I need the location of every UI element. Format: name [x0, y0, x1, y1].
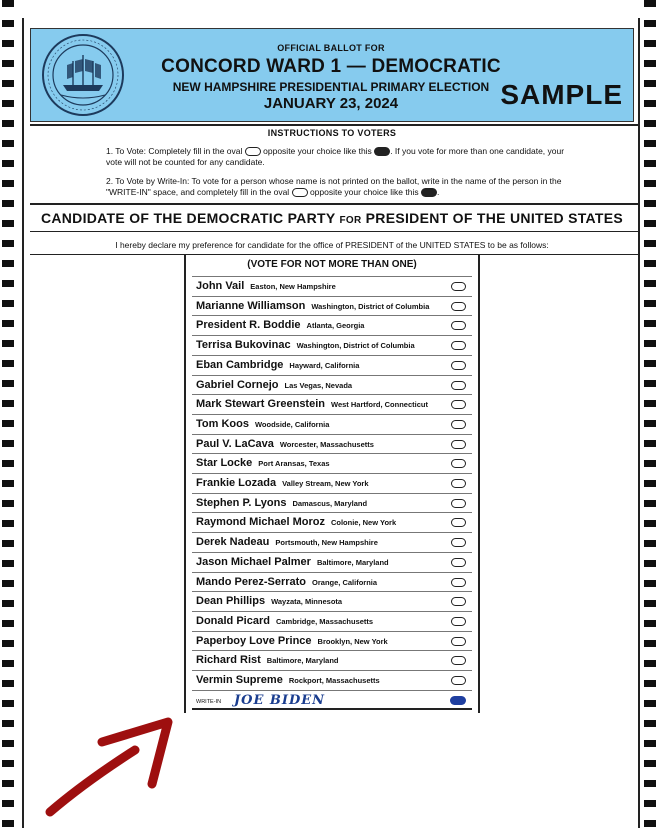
candidate-name: Raymond Michael Moroz: [196, 516, 325, 529]
candidate-location: Valley Stream, New York: [282, 479, 369, 488]
empty-oval-icon: [245, 147, 261, 156]
candidate-label: [196, 654, 338, 666]
candidate-name: Mark Stewart Greenstein: [196, 398, 325, 411]
candidate-location: Atlanta, Georgia: [306, 321, 365, 331]
candidate-label: [196, 280, 336, 292]
candidate-name: Frankie Lozada: [196, 477, 277, 489]
vote-oval[interactable]: [451, 558, 466, 567]
vote-oval[interactable]: [451, 302, 466, 311]
candidate-location: Portsmouth, New Hampshire: [275, 538, 378, 548]
state-seal-icon: [41, 33, 125, 117]
office-party: CANDIDATE OF THE DEMOCRATIC PARTY: [40, 210, 336, 226]
candidate-name: Mando Perez-Serrato: [196, 575, 307, 588]
candidate-label: [196, 438, 374, 450]
vote-oval[interactable]: [451, 538, 466, 547]
candidate-label: [196, 635, 388, 647]
candidate-label: [196, 339, 415, 351]
declaration-text: I hereby declare my preference for candidate for the office of PRESIDENT of the UNITED STATES to be as follows:: [115, 240, 549, 250]
candidate-location: Baltimore, Maryland: [316, 557, 389, 567]
filled-oval-icon: [374, 147, 390, 156]
candidate-label: [196, 674, 380, 686]
instruction-1-text-a: 1. To Vote: Completely fill in the oval: [106, 146, 243, 156]
candidate-row[interactable]: [192, 532, 472, 552]
candidate-row[interactable]: [192, 394, 472, 414]
instructions-title: INSTRUCTIONS TO VOTERS: [267, 128, 397, 138]
office-name: PRESIDENT OF THE UNITED STATES: [365, 210, 624, 226]
candidate-location: Rockport, Massachusetts: [288, 676, 380, 685]
vote-oval[interactable]: [451, 656, 466, 665]
candidate-row[interactable]: [192, 650, 472, 670]
candidate-row[interactable]: [192, 670, 472, 690]
candidate-row[interactable]: [192, 296, 472, 316]
vote-oval[interactable]: [451, 381, 466, 390]
vote-oval[interactable]: [451, 676, 466, 685]
sample-label: SAMPLE: [500, 79, 623, 110]
vote-oval[interactable]: [451, 499, 466, 508]
instruction-1-text-b: opposite your choice like this: [263, 146, 372, 156]
candidate-label: [196, 497, 367, 509]
candidate-label: [196, 556, 389, 568]
office-title: [30, 210, 634, 226]
candidate-row[interactable]: [192, 493, 472, 513]
divider-office-top: [30, 203, 640, 205]
writein-row[interactable]: [192, 690, 472, 710]
candidate-name: Stephen P. Lyons: [196, 496, 287, 509]
ballot-header: [30, 28, 634, 122]
instruction-2: [106, 176, 576, 198]
candidate-label: [196, 398, 428, 410]
candidate-name: Richard Rist: [196, 654, 261, 667]
candidate-location: Wayzata, Minnesota: [271, 597, 343, 607]
candidate-label: [196, 536, 378, 548]
candidate-location: Washington, District of Columbia: [311, 301, 430, 311]
candidate-label: [196, 477, 369, 489]
instruction-2-text-c: .: [436, 187, 440, 197]
candidate-name: Eban Cambridge: [196, 358, 284, 371]
candidate-label: [196, 576, 377, 588]
candidate-location: Colonie, New York: [330, 518, 397, 528]
candidate-location: Las Vegas, Nevada: [284, 380, 353, 390]
vote-oval[interactable]: [451, 578, 466, 587]
candidate-row[interactable]: [192, 631, 472, 651]
candidate-name: Gabriel Cornejo: [196, 378, 279, 391]
candidate-label: [196, 516, 396, 528]
candidate-location: Damascus, Maryland: [292, 498, 368, 508]
candidate-location: Washington, District of Columbia: [296, 341, 415, 351]
writein-label: WRITE-IN: [196, 699, 222, 705]
candidate-label: [196, 300, 429, 312]
candidate-location: Woodside, California: [254, 419, 330, 429]
divider-office-bottom: [30, 231, 640, 232]
header-titles: [126, 43, 536, 112]
candidate-location: Brooklyn, New York: [317, 636, 388, 646]
vote-oval[interactable]: [451, 479, 466, 488]
candidate-label: [196, 359, 359, 371]
candidate-location: Cambridge, Massachusetts: [275, 616, 374, 626]
candidate-label: [196, 457, 330, 469]
candidate-row[interactable]: [192, 552, 472, 572]
writein-oval-filled[interactable]: [450, 696, 466, 705]
header-line-date: JANUARY 23, 2024: [263, 95, 399, 112]
left-dashed-border: [2, 0, 14, 829]
candidate-name: John Vail: [196, 280, 245, 292]
vote-oval[interactable]: [451, 440, 466, 449]
candidate-row[interactable]: [192, 414, 472, 434]
filled-oval-icon: [421, 187, 440, 197]
candidate-location: Baltimore, Maryland: [266, 656, 339, 666]
candidate-row[interactable]: [192, 512, 472, 532]
vote-oval[interactable]: [451, 420, 466, 429]
candidate-name: Jason Michael Palmer: [196, 555, 311, 568]
vote-oval[interactable]: [451, 321, 466, 330]
candidate-label: [196, 595, 342, 607]
candidate-location: Easton, New Hampshire: [250, 282, 336, 291]
candidate-location: Port Aransas, Texas: [258, 459, 330, 469]
candidate-location: Hayward, California: [289, 360, 360, 370]
candidate-row[interactable]: [192, 315, 472, 335]
candidate-location: Orange, California: [312, 577, 378, 587]
empty-oval-icon: [292, 188, 308, 197]
office-for: FOR: [339, 215, 362, 226]
vote-oval[interactable]: [451, 459, 466, 468]
vote-oval[interactable]: [451, 518, 466, 527]
writein-name[interactable]: JOE BIDEN: [234, 693, 326, 708]
candidate-name: Marianne Williamson: [196, 299, 306, 312]
vote-oval[interactable]: [451, 597, 466, 606]
candidate-row[interactable]: [192, 453, 472, 473]
candidate-row[interactable]: [192, 434, 472, 454]
candidate-row[interactable]: [192, 335, 472, 355]
candidate-row[interactable]: [192, 375, 472, 395]
candidate-name: Paperboy Love Prince: [196, 634, 312, 647]
candidate-row[interactable]: [192, 591, 472, 611]
vote-oval[interactable]: [451, 637, 466, 646]
divider-header: [30, 124, 640, 126]
vote-oval[interactable]: [451, 282, 466, 291]
instruction-1-text-c: . If you vote for more than one candidate, your vote will not be counted for any candidate.: [106, 146, 565, 167]
header-line-ward: CONCORD WARD 1 — DEMOCRATIC: [161, 56, 501, 77]
candidate-label: [196, 418, 329, 430]
candidate-name: Star Locke: [196, 457, 253, 470]
candidate-name: Derek Nadeau: [196, 536, 270, 549]
candidate-row[interactable]: [192, 276, 472, 296]
candidate-row[interactable]: [192, 572, 472, 592]
vote-oval[interactable]: [451, 361, 466, 370]
candidate-name: Vermin Supreme: [196, 674, 283, 686]
vote-instruction-header: (VOTE FOR NOT MORE THAN ONE): [247, 259, 417, 270]
candidate-name: Tom Koos: [196, 417, 249, 430]
candidate-label: [196, 319, 364, 331]
candidate-location: West Hartford, Connecticut: [331, 400, 428, 410]
vote-oval[interactable]: [451, 400, 466, 409]
header-line-official: OFFICIAL BALLOT FOR: [277, 43, 385, 53]
candidate-name: President R. Boddie: [196, 319, 301, 332]
candidate-name: Paul V. LaCava: [196, 437, 274, 450]
candidate-name: Donald Picard: [196, 614, 270, 627]
header-line-election: NEW HAMPSHIRE PRESIDENTIAL PRIMARY ELECTION: [172, 80, 490, 94]
candidate-row[interactable]: [192, 473, 472, 493]
instruction-1: [106, 146, 576, 168]
instruction-2-text-b: opposite your choice like this: [309, 187, 419, 197]
candidate-name: Dean Phillips: [196, 595, 266, 608]
instruction-2-text-a: 2. To Vote by Write-In: To vote for a person whose name is not printed on the ballot, write in the name of the person in the "WRITE-IN" space, and completely fill in the oval: [106, 176, 562, 197]
candidate-label: [196, 615, 373, 627]
candidate-row[interactable]: [192, 355, 472, 375]
candidate-label: [196, 379, 352, 391]
vote-oval[interactable]: [451, 341, 466, 350]
candidate-name: Terrisa Bukovinac: [196, 339, 291, 352]
right-dashed-border: [644, 0, 656, 829]
candidate-row[interactable]: [192, 611, 472, 631]
red-arrow-icon: [40, 712, 180, 822]
vote-oval[interactable]: [451, 617, 466, 626]
candidate-location: Worcester, Massachusetts: [279, 439, 374, 449]
